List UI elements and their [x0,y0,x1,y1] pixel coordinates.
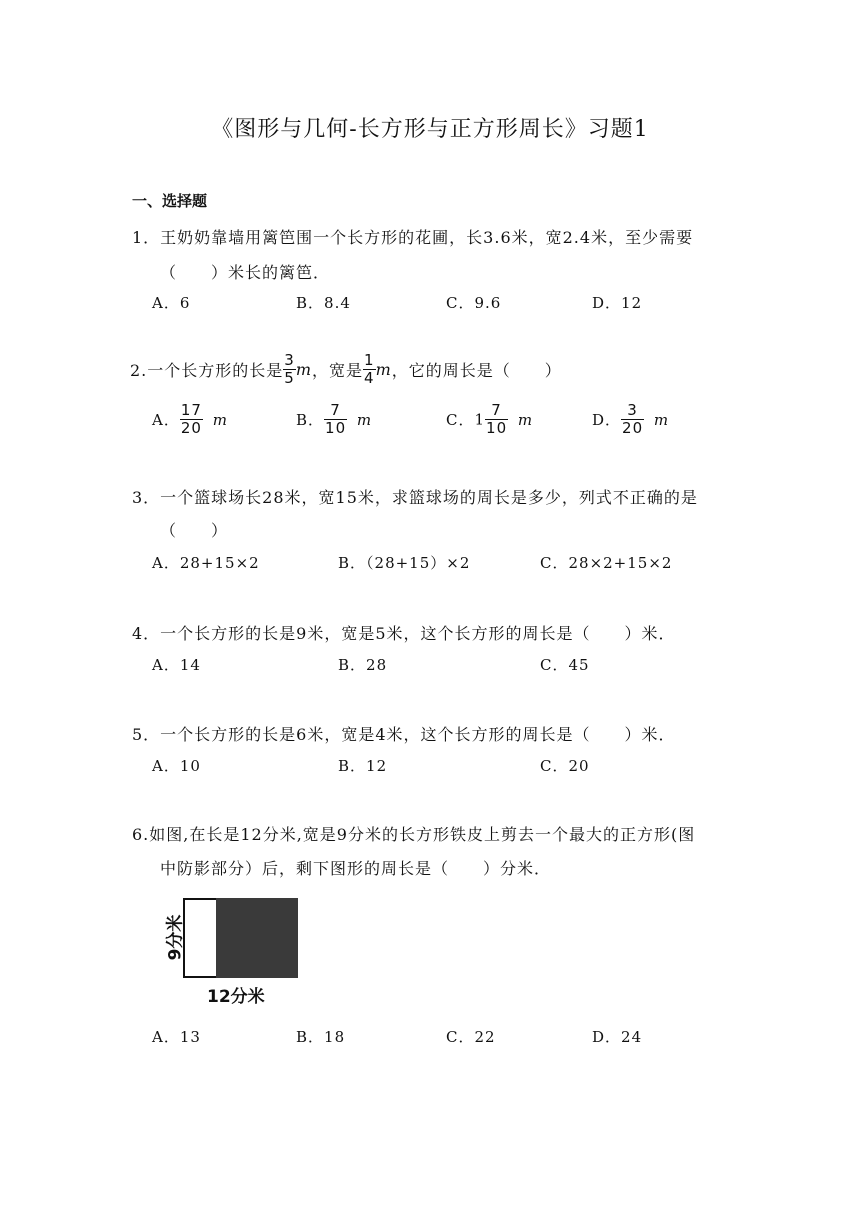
question-3-text-cont: （ ） [160,521,229,540]
option-fraction [324,402,347,437]
fraction-denominator: 5 [284,369,295,387]
question-5-option-c: C．20 [540,757,590,775]
page-title: 《图形与几何-长方形与正方形周长》习题1 [211,117,649,142]
unit-label: m [517,410,534,429]
question-5-option-a: A．10 [152,757,201,775]
section-heading: 一、选择题 [132,192,208,210]
unit-label: m [356,410,373,429]
shaded-square [216,898,298,978]
question-2-suffix: ，它的周长是（ ） [391,361,562,380]
question-1-option-a: A．6 [152,294,191,312]
mixed-number-whole: 1 [474,410,486,429]
fraction-numerator: 7 [485,402,508,420]
option-label: C． [446,411,475,429]
question-2-mid: ，宽是 [312,361,364,380]
question-6-option-d: D．24 [592,1028,643,1046]
question-2-option-a [152,402,228,437]
question-3-option-a: A．28+15×2 [152,554,260,572]
fraction-denominator: 10 [325,419,347,437]
option-label: D． [592,411,622,429]
question-6-option-b: B．18 [296,1028,346,1046]
question-1-option-c: C．9.6 [446,294,502,312]
fraction-numerator: 17 [180,401,202,419]
question-5-option-b: B．12 [338,757,388,775]
unit-label: m [295,360,312,379]
option-label: A． [152,411,180,429]
question-3-text: 3．一个篮球场长28米，宽15米，求篮球场的周长是多少，列式不正确的是 [132,488,698,507]
question-4-option-a: A．14 [152,656,201,674]
unit-label: m [212,410,228,429]
question-1-text: 1．王奶奶靠墙用篱笆围一个长方形的花圃，长3.6米，宽2.4米，至少需要 [132,228,694,247]
question-2-option-d [592,402,669,437]
length-fraction [283,352,296,387]
question-6-text: 6.如图,在长是12分米,宽是9分米的长方形铁皮上剪去一个最大的正方形(图 [132,825,696,844]
question-6-option-c: C．22 [446,1028,496,1046]
fraction-numerator: 3 [621,402,644,420]
question-6-text-cont: 中防影部分）后，剩下图形的周长是（ ）分米． [160,859,552,878]
figure-width-label: 12分米 [207,987,265,1007]
unit-label: m [375,360,392,379]
question-1-option-b: B．8.4 [296,294,351,312]
question-2-text [130,352,562,387]
width-fraction [363,352,376,387]
fraction-numerator: 3 [284,351,295,369]
option-fraction [180,402,203,437]
fraction-denominator: 4 [364,369,375,387]
option-label: B． [296,411,325,429]
fraction-denominator: 20 [180,419,202,437]
option-fraction [621,402,644,437]
fraction-numerator: 7 [324,402,347,420]
question-5-text: 5．一个长方形的长是6米，宽是4米，这个长方形的周长是（ ）米． [132,725,676,744]
question-3-option-b: B．（28+15）×2 [338,554,471,572]
fraction-denominator: 10 [486,419,508,437]
question-6-option-a: A．13 [152,1028,201,1046]
figure-height-label: 9分米 [165,914,186,961]
question-4-option-b: B．28 [338,656,388,674]
question-2-option-b [296,402,372,437]
question-4-text: 4．一个长方形的长是9米，宽是5米，这个长方形的周长是（ ）米． [132,624,676,643]
question-3-option-c: C．28×2+15×2 [540,554,673,572]
option-fraction [485,402,508,437]
question-4-option-c: C．45 [540,656,590,674]
question-1-option-d: D．12 [592,294,643,312]
question-2-prefix: 2.一个长方形的长是 [130,361,284,380]
question-2-option-c [446,402,533,437]
unit-label: m [653,410,670,429]
fraction-denominator: 20 [622,419,644,437]
fraction-numerator: 1 [364,351,375,369]
question-1-text-cont: （ ）米长的篱笆． [160,263,331,282]
